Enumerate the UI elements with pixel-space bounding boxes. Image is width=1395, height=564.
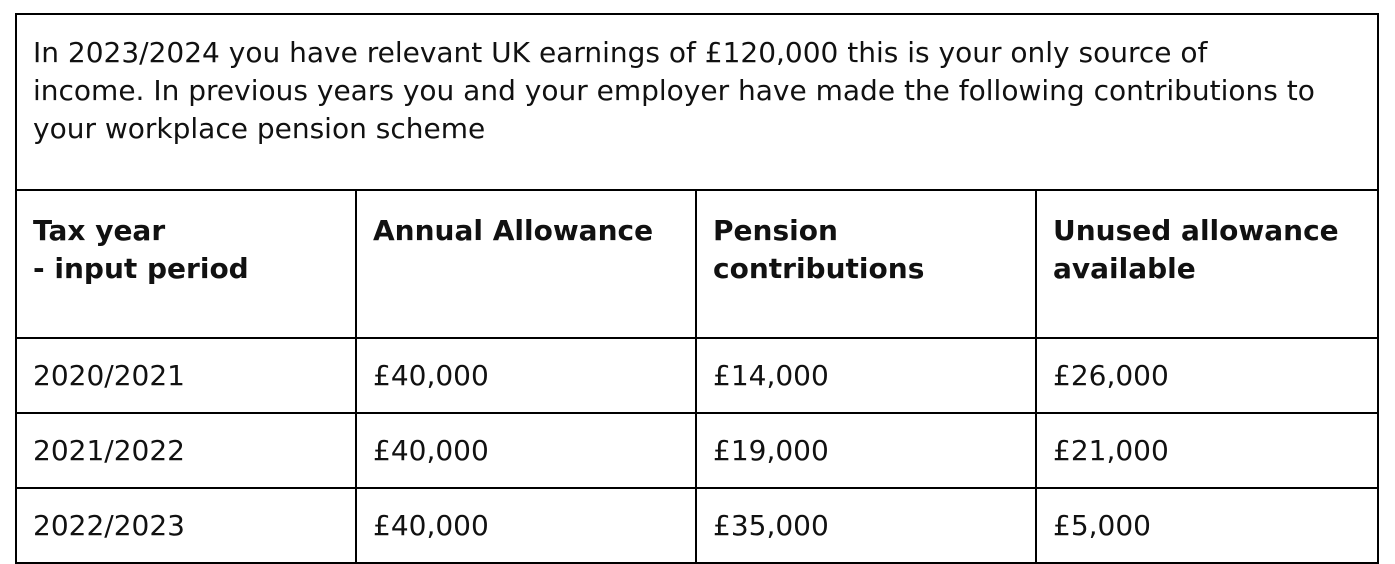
intro-text bbox=[16, 14, 1378, 190]
table-row bbox=[16, 413, 1378, 488]
cell-tax-year: 2022/2023 bbox=[16, 488, 356, 563]
table-row bbox=[16, 338, 1378, 413]
cell-tax-year: 2020/2021 bbox=[16, 338, 356, 413]
table-header-row bbox=[16, 190, 1378, 338]
header-unused-allowance: Unused allowance available bbox=[1036, 190, 1378, 338]
cell-tax-year: 2021/2022 bbox=[16, 413, 356, 488]
cell-unused-allowance: £26,000 bbox=[1036, 338, 1378, 413]
cell-annual-allowance: £40,000 bbox=[356, 413, 696, 488]
table-row bbox=[16, 488, 1378, 563]
intro-row bbox=[16, 14, 1378, 190]
cell-annual-allowance: £40,000 bbox=[356, 488, 696, 563]
header-pension-contributions: Pension contributions bbox=[696, 190, 1036, 338]
header-tax-year: Tax year - input period bbox=[16, 190, 356, 338]
intro-line: income. In previous years you and your employer have made the following contributions to bbox=[33, 74, 1315, 107]
intro-line: your workplace pension scheme bbox=[33, 112, 486, 145]
cell-unused-allowance: £21,000 bbox=[1036, 413, 1378, 488]
pension-contributions-table bbox=[15, 13, 1379, 564]
cell-unused-allowance: £5,000 bbox=[1036, 488, 1378, 563]
intro-line: In 2023/2024 you have relevant UK earnings of £120,000 this is your only source of bbox=[33, 36, 1208, 69]
cell-annual-allowance: £40,000 bbox=[356, 338, 696, 413]
header-annual-allowance: Annual Allowance bbox=[356, 190, 696, 338]
cell-pension-contributions: £14,000 bbox=[696, 338, 1036, 413]
cell-pension-contributions: £35,000 bbox=[696, 488, 1036, 563]
cell-pension-contributions: £19,000 bbox=[696, 413, 1036, 488]
